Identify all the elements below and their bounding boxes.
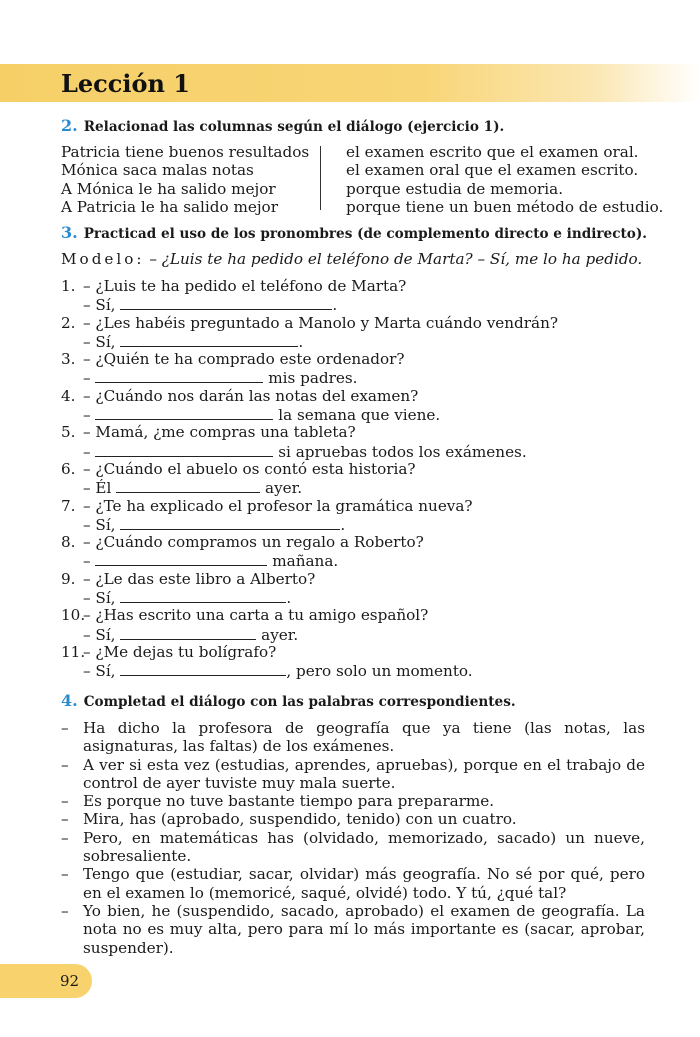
exercise-item [61,314,661,351]
dialogue-line [61,865,645,902]
exercise-2-number: 2. [61,116,78,135]
item-number: 8. [61,533,76,552]
exercise-3-heading [61,224,647,243]
dialogue-list [61,719,645,957]
answer-blank[interactable] [120,515,340,530]
item-number: 10. [61,606,86,625]
answer-suffix: , pero solo un momento. [286,662,473,681]
answer-blank[interactable] [120,332,298,347]
answer-prefix: – Sí, [83,625,116,644]
exercise-item [61,423,661,460]
answer-suffix: si apruebas todos los exámenes. [278,442,527,461]
answer-prefix: – Sí, [83,515,116,534]
answer-blank[interactable] [120,295,332,310]
item-number: 2. [61,313,76,332]
match-right-item: el examen escrito que el examen oral. [346,143,639,161]
dialogue-text: Yo bien, he (suspendido, sacado, aprobado) el examen de geografía. La nota no es muy alta, pero para mí lo más importante es (sacar, aprobar, suspender). [83,901,645,957]
dialogue-dash: – [61,865,69,884]
lesson-title: Lección 1 [61,69,190,98]
exercise-item [61,277,661,314]
exercise-item [61,570,661,607]
item-question: – ¿Me dejas tu bolígrafo? [83,642,277,661]
answer-suffix: . [340,515,346,534]
answer-blank[interactable] [95,442,273,457]
item-question: – ¿Cuándo nos darán las notas del examen? [83,386,419,405]
item-number: 4. [61,386,76,405]
model-text: – ¿Luis te ha pedido el teléfono de Marta? – Sí, me lo ha pedido. [149,250,643,268]
exercise-item [61,643,661,680]
dialogue-text: A ver si esta vez (estudias, aprendes, apruebas), porque en el trabajo de control de ayer tuviste muy mala suerte. [83,755,645,792]
dialogue-line [61,719,645,756]
exercise-3-number: 3. [61,223,78,242]
answer-blank[interactable] [95,368,263,383]
match-column-left [61,143,309,216]
item-number: 11. [61,642,86,661]
answer-prefix: – Sí, [83,332,116,351]
item-question: – ¿Le das este libro a Alberto? [83,569,316,588]
match-column-right [346,143,663,216]
item-number: 5. [61,423,76,442]
page-number: 92 [60,972,80,990]
answer-prefix: – [83,406,91,425]
item-question: – ¿Cuándo el abuelo os contó esta historia? [83,459,416,478]
dialogue-line [61,902,645,957]
dialogue-dash: – [61,792,69,811]
match-left-item: A Patricia le ha salido mejor [61,197,278,216]
answer-prefix: – [83,369,91,388]
item-question: – ¿Te ha explicado el profesor la gramática nueva? [83,496,473,515]
dialogue-dash: – [61,828,69,847]
exercise-item [61,497,661,534]
answer-blank[interactable] [95,551,267,566]
answer-blank[interactable] [120,625,256,640]
answer-prefix: – Él [83,479,112,498]
answer-blank[interactable] [95,405,273,420]
match-right-item: el examen oral que el examen escrito. [346,161,639,180]
model-label: Modelo: [61,250,145,268]
exercise-2-title: Relacionad las columnas según el diálogo (ejercicio 1). [83,119,505,135]
exercise-3-title: Practicad el uso de los pronombres (de complemento directo e indirecto). [83,226,647,242]
answer-suffix: mis padres. [268,369,358,388]
exercise-3-list [61,277,661,680]
exercise-item [61,533,661,570]
dialogue-dash: – [61,719,69,737]
answer-blank[interactable] [120,661,286,676]
exercise-4-number: 4. [61,691,78,710]
dialogue-dash: – [61,755,69,774]
answer-suffix: . [286,589,292,608]
item-question: – ¿Luis te ha pedido el teléfono de Marta? [83,277,407,295]
answer-suffix: ayer. [261,625,299,644]
answer-prefix: – [83,442,91,461]
exercise-4-heading [61,692,516,711]
exercise-item [61,350,661,387]
dialogue-text: Tengo que (estudiar, sacar, olvidar) más geografía. No sé por qué, pero en el examen lo (memoricé, saqué, olvidé) todo. Y tú, ¿qué tal? [83,865,645,902]
answer-suffix: . [332,296,338,315]
item-number: 6. [61,459,76,478]
answer-suffix: mañana. [272,552,339,571]
answer-suffix: ayer. [265,479,303,498]
match-left-item: Patricia tiene buenos resultados [61,143,310,161]
dialogue-text: Mira, has (aprobado, suspendido, tenido) con un cuatro. [83,810,517,829]
column-divider [320,146,321,210]
answer-blank[interactable] [120,588,286,603]
answer-blank[interactable] [116,478,260,493]
dialogue-dash: – [61,810,69,829]
item-number: 1. [61,277,76,295]
exercise-2-heading [61,117,504,136]
dialogue-line [61,792,645,810]
dialogue-line [61,829,645,866]
item-number: 9. [61,569,76,588]
exercise-4-title: Completad el diálogo con las palabras correspondientes. [83,694,516,710]
item-question: – Mamá, ¿me compras una tableta? [83,423,356,442]
match-left-item: Mónica saca malas notas [61,161,254,180]
answer-suffix: la semana que viene. [278,406,441,425]
item-question: – ¿Les habéis preguntado a Manolo y Marta cuándo vendrán? [83,313,559,332]
answer-prefix: – [83,552,91,571]
item-question: – ¿Quién te ha comprado este ordenador? [83,350,405,369]
dialogue-text: Ha dicho la profesora de geografía que ya tiene (las notas, las asignaturas, las faltas) de los exámenes. [83,719,645,756]
answer-suffix: . [298,332,304,351]
item-number: 7. [61,496,76,515]
dialogue-line [61,756,645,793]
answer-prefix: – Sí, [83,589,116,608]
match-right-item: porque estudia de memoria. [346,179,564,198]
match-right-item: porque tiene un buen método de estudio. [346,197,664,216]
item-number: 3. [61,350,76,369]
dialogue-line [61,810,645,828]
answer-prefix: – Sí, [83,662,116,681]
item-question: – ¿Cuándo compramos un regalo a Roberto? [83,533,424,552]
dialogue-text: Pero, en matemáticas has (olvidado, memorizado, sacado) un nueve, sobresaliente. [83,828,645,866]
item-question: – ¿Has escrito una carta a tu amigo español? [83,606,429,625]
exercise-item [61,387,661,424]
exercise-item [61,606,661,643]
exercise-item [61,460,661,497]
match-left-item: A Mónica le ha salido mejor [61,179,276,198]
model-example [61,250,642,268]
dialogue-text: Es porque no tuve bastante tiempo para prepararme. [83,792,495,811]
answer-prefix: – Sí, [83,296,116,315]
dialogue-dash: – [61,901,69,920]
